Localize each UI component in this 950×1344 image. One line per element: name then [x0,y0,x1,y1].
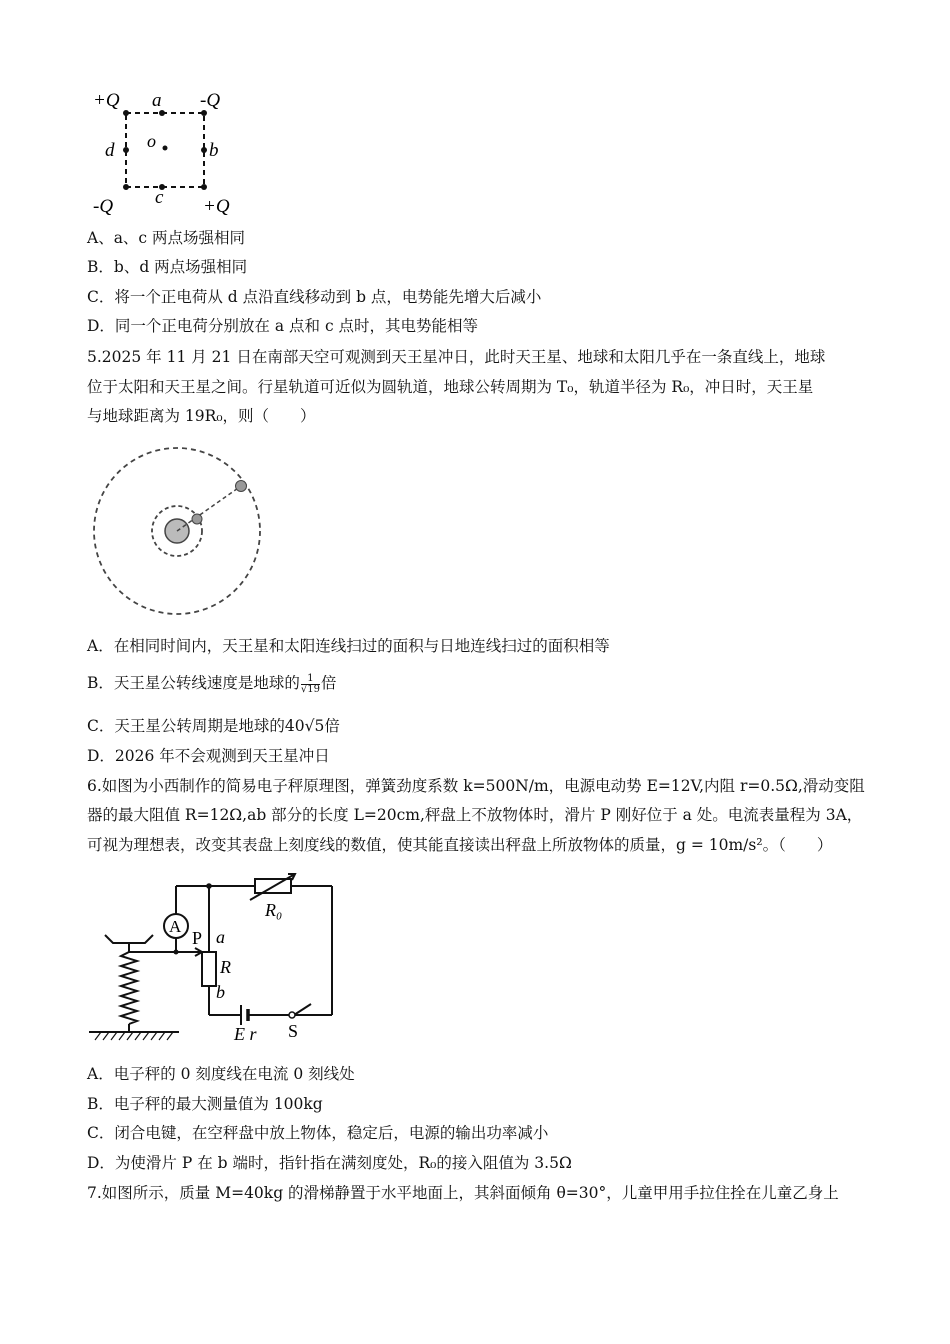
q5-option-b-suffix: 倍 [321,674,337,692]
q4-option-a: A、a、c 两点场强相同 [87,229,246,247]
q6-stem-line3: 可视为理想表，改变其表盘上刻度线的数值，使其能直接读出秤盘上所放物体的质量，g = 10m/s²。（ ） [87,836,833,854]
label-b: b [209,140,219,161]
label-r0: R₀ [265,900,283,920]
q5-option-d: D．2026 年不会观测到天王星冲日 [87,747,330,765]
circuit-figure [85,872,345,1042]
q6-stem-line1: 6.如图为小西制作的简易电子秤原理图，弹簧劲度系数 k=500N/m，电源电动势 E=12V,内阻 r=0.5Ω,滑动变阻 [87,777,865,795]
label-bottom-right: +Q [203,196,230,217]
q5-stem-line1: 5.2025 年 11 月 21 日在南部天空可观测到天王星冲日，此时天王星、地球和太阳几乎在一条直线上，地球 [87,348,826,366]
label-p: P [192,928,203,948]
q6-stem-line2: 器的最大阻值 R=12Ω,ab 部分的长度 L=20cm,秤盘上不放物体时，滑片 P 刚好位于 a 处。电流表量程为 3A， [87,806,863,824]
q5-option-c: C．天王星公转周期是地球的40√5倍 [87,717,340,735]
q6-option-a: A．电子秤的 0 刻度线在电流 0 刻线处 [87,1065,355,1083]
label-a: a [216,927,225,947]
label-e-r: E r [234,1024,257,1042]
q6-option-c: C．闭合电键，在空秤盘中放上物体，稳定后，电源的输出功率减小 [87,1124,549,1142]
charge-square-figure [88,86,248,221]
label-s: S [288,1021,299,1041]
label-bottom-left: -Q [93,196,114,217]
label-top-right: -Q [200,90,221,111]
q6-option-d: D．为使滑片 P 在 b 端时，指针指在满刻度处，R₀的接入阻值为 3.5Ω [87,1154,572,1172]
q5-option-b [87,673,337,695]
q4-option-c: C．将一个正电荷从 d 点沿直线移动到 b 点，电势能先增大后减小 [87,288,542,306]
q5-option-a: A．在相同时间内，天王星和太阳连线扫过的面积与日地连线扫过的面积相等 [87,637,610,655]
q7-stem-line1: 7.如图所示，质量 M=40kg 的滑梯静置于水平地面上，其斜面倾角 θ=30°，儿童甲用手拉住拴在儿童乙身上 [87,1184,839,1202]
label-r: R [220,957,231,977]
fraction [301,674,320,695]
orbit-figure [85,445,265,620]
label-d: d [105,140,115,161]
q6-option-b: B．电子秤的最大测量值为 100kg [87,1095,323,1113]
q5-stem-line3: 与地球距离为 19R₀，则（ ） [87,407,316,425]
q4-option-b: B．b、d 两点场强相同 [87,258,248,276]
label-b: b [216,982,225,1002]
fraction-numerator: 1 [301,674,320,685]
q5-option-b-text: B．天王星公转线速度是地球的 [87,674,300,692]
q4-option-d: D．同一个正电荷分别放在 a 点和 c 点时，其电势能相等 [87,317,479,335]
label-c: c [155,187,164,208]
ammeter-label: A [169,917,182,936]
label-top-left: +Q [93,90,120,111]
label-o: o [147,131,156,151]
fraction-denominator: √19 [300,683,321,695]
q5-stem-line2: 位于太阳和天王星之间。行星轨道可近似为圆轨道，地球公转周期为 T₀，轨道半径为 R₀，冲日时，天王星 [87,378,814,396]
label-a: a [152,90,162,111]
